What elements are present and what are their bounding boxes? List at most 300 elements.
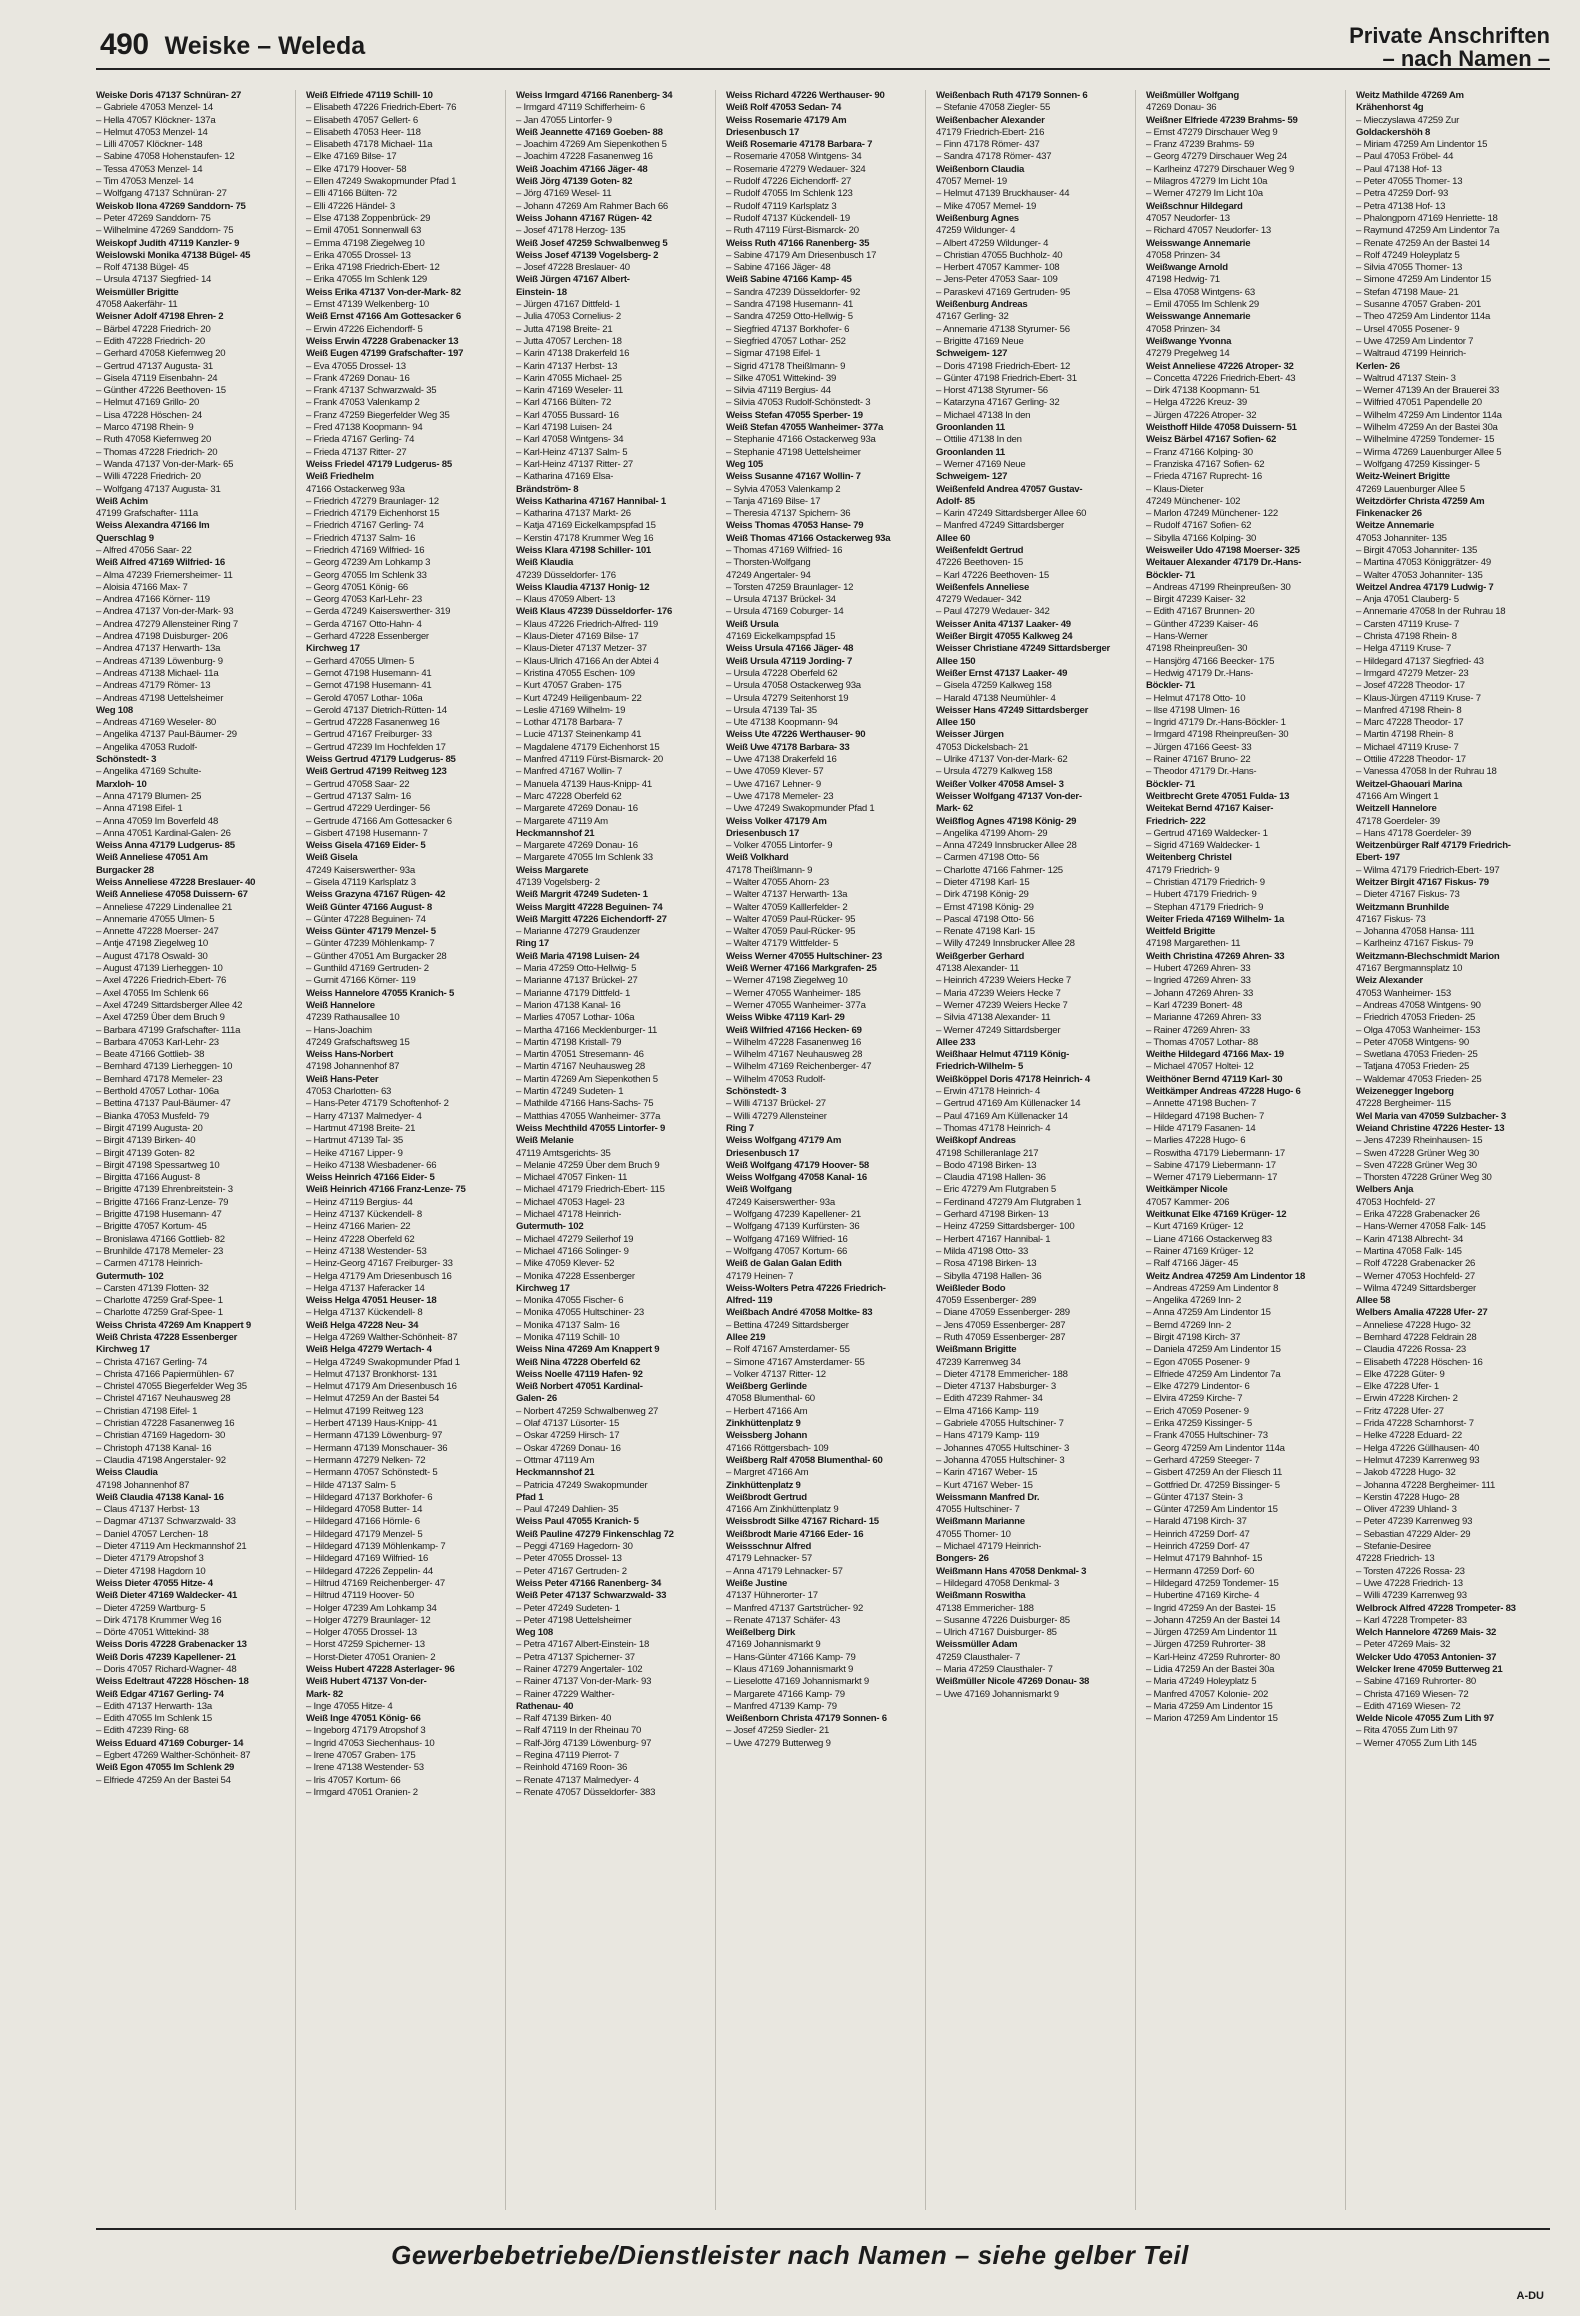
directory-entry: – Karl-Heinz 47259 Ruhrorter- 80 (1146, 1651, 1280, 1663)
directory-entry: – Manuela 47139 Haus-Knipp- 41 (516, 778, 652, 790)
directory-entry: Weiß Eugen 47199 Grafschafter- 197 (306, 348, 464, 360)
directory-entry: Weißbrodt Gertrud (726, 1491, 807, 1503)
directory-entry: – Hildegard 47137 Borkhofer- 6 (306, 1491, 433, 1503)
directory-entry: – Angelika 47053 Rudolf- (96, 741, 198, 753)
directory-entry: – Dörte 47051 Wittekind- 38 (96, 1627, 209, 1639)
directory-entry: – Ferdinand 47279 Am Flutgraben 1 (936, 1196, 1082, 1208)
directory-entry: – Fred 47138 Koopmann- 94 (306, 422, 423, 434)
directory-entry: – Karl 47198 Luisen- 24 (516, 422, 613, 434)
directory-entry: Weisswange Annemarie (1146, 311, 1251, 323)
directory-entry: – Helga 47119 Kruse- 7 (1356, 643, 1452, 655)
directory-entry: – Günter 47137 Stein- 3 (1146, 1491, 1243, 1503)
directory-entry: – Elke 47179 Hoover- 58 (306, 163, 407, 175)
directory-entry: Weißer Volker 47058 Amsel- 3 (936, 778, 1064, 790)
directory-entry: – Friedrich 47179 Eichenhorst 15 (306, 508, 440, 520)
directory-entry: – Willi 47239 Karrenweg 93 (1356, 1590, 1467, 1602)
directory-entry: – Martin 47249 Sudeten- 1 (516, 1086, 624, 1098)
directory-entry: – Gertrud 47167 Freiburger- 33 (306, 729, 432, 741)
footer-note: Gewerbebetriebe/Dienstleister nach Namen – siehe gelber Teil (391, 2240, 1189, 2270)
directory-entry: – Edith 47228 Friedrich- 20 (96, 335, 205, 347)
directory-entry: – Elli 47226 Händel- 3 (306, 200, 395, 212)
directory-entry: – Ilse 47198 Ulmen- 16 (1146, 704, 1240, 716)
directory-entry: – Birgit 47199 Augusta- 20 (96, 1122, 203, 1134)
directory-entry: Heckmannshof 21 (516, 1467, 595, 1479)
directory-entry: – Sandra 47239 Düsseldorfer- 92 (726, 286, 861, 298)
directory-entry: 47198 Johannenhof 87 (96, 1479, 190, 1491)
directory-entry: – Uwe 47169 Johannismarkt 9 (936, 1688, 1059, 1700)
directory-entry: – Paul 47279 Wedauer- 342 (936, 606, 1050, 618)
directory-entry: Weiß Heinrich 47166 Franz-Lenze- 75 (306, 1184, 466, 1196)
directory-entry: – Rolf 47138 Bügel- 45 (96, 262, 189, 274)
directory-entry: Weissschnur Alfred (726, 1541, 812, 1553)
directory-entry: Weiß Gertrud 47199 Reitweg 123 (306, 766, 447, 778)
directory-entry: – Georg 47239 Am Lohkamp 3 (306, 557, 431, 569)
directory-entry: Weißmüller Nicole 47269 Donau- 38 (936, 1676, 1090, 1688)
directory-entry: – Silvia 47053 Rudolf-Schönstedt- 3 (726, 397, 871, 409)
directory-entry: – Marlies 47057 Lothar- 106a (516, 1012, 635, 1024)
directory-entry: – Thomas 47178 Heinrich- 4 (936, 1122, 1051, 1134)
directory-entry: – Gerda 47167 Otto-Hahn- 4 (306, 618, 422, 630)
directory-entry: – Peter 47239 Karrenweg 93 (1356, 1516, 1473, 1528)
directory-entry: – Rita 47055 Zum Lith 97 (1356, 1725, 1458, 1737)
directory-entry: – Rainer 47269 Ahren- 33 (1146, 1024, 1250, 1036)
directory-entry: – Karin 47137 Herbst- 13 (516, 360, 618, 372)
directory-entry: – Birgit 47198 Spessartweg 10 (96, 1159, 220, 1171)
directory-entry: Weiss Paul 47055 Kranich- 5 (516, 1516, 639, 1528)
directory-entry: – Stephan 47179 Friedrich- 9 (1146, 901, 1264, 913)
directory-entry: – Waltrud 47137 Stein- 3 (1356, 372, 1456, 384)
directory-entry: – Frank 47053 Valenkamp 2 (306, 397, 420, 409)
directory-entry: Weiss Erika 47137 Von-der-Mark- 82 (306, 286, 461, 298)
section-subtitle: – nach Namen – (1382, 46, 1550, 72)
directory-entry: – Klaus 47226 Friedrich-Alfred- 119 (516, 618, 658, 630)
directory-entry: – Elli 47166 Bülten- 72 (306, 188, 397, 200)
directory-entry: – Jan 47055 Lintorfer- 9 (516, 114, 612, 126)
directory-entry: – Klaus-Dieter (1146, 483, 1204, 495)
directory-entry: – Renate 47137 Schäfer- 43 (726, 1614, 841, 1626)
directory-entry: – Manfred 47057 Kolonie- 202 (1146, 1688, 1269, 1700)
page-title: Weiske – Weleda (164, 32, 366, 60)
directory-entry: – August 47178 Oswald- 30 (96, 950, 208, 962)
directory-entry: – Karin 47138 Albrecht- 34 (1356, 1233, 1464, 1245)
directory-entry: – Christian 47055 Buchholz- 40 (936, 249, 1063, 261)
directory-entry: Weithöner Bernd 47119 Karl- 30 (1146, 1073, 1283, 1085)
directory-entry: – Erwin 47226 Eichendorff- 5 (306, 323, 423, 335)
directory-entry: – Werner 47053 Hochfeld- 27 (1356, 1270, 1475, 1282)
directory-entry: – Katarzyna 47167 Gerling- 32 (936, 397, 1060, 409)
directory-entry: – Barbara 47199 Grafschafter- 111a (96, 1024, 241, 1036)
directory-entry: – Christian 47198 Eifel- 1 (96, 1405, 198, 1417)
directory-entry: – Uwe 47228 Friedrich- 13 (1356, 1577, 1463, 1589)
directory-entry: Weiss Thomas 47053 Hanse- 79 (726, 520, 864, 532)
directory-entry: – Herbert 47167 Hannibal- 1 (936, 1233, 1051, 1245)
directory-entry: Weiss Katharina 47167 Hannibal- 1 (516, 495, 666, 507)
directory-entry: – Rudolf 47119 Karlsplatz 3 (726, 200, 837, 212)
directory-entry: – Thomas 47228 Friedrich- 20 (96, 446, 218, 458)
directory-entry: Weiss Wolfgang 47179 Am (726, 1135, 842, 1147)
directory-entry: 47259 Wildunger- 4 (936, 225, 1016, 237)
directory-entry: – Gunthild 47169 Gertruden- 2 (306, 963, 429, 975)
directory-entry: – Jutta 47198 Breite- 21 (516, 323, 613, 335)
directory-entry: – Hans-Peter 47179 Schoftenhof- 2 (306, 1098, 449, 1110)
directory-entry: Böckler- 71 (1146, 680, 1195, 692)
directory-entry: Weitfeld Brigitte (1146, 926, 1216, 938)
directory-entry: Bongers- 26 (936, 1553, 989, 1565)
directory-entry: – Jutta 47057 Lerchen- 18 (516, 335, 622, 347)
directory-entry: – Elfriede 47259 Am Lindentor 7a (1146, 1368, 1281, 1380)
directory-entry: Weiss Mechthild 47055 Lintorfer- 9 (516, 1122, 666, 1134)
directory-entry: Weiz Alexander (1356, 975, 1423, 987)
directory-entry: – Torsten 47259 Braunlager- 12 (726, 581, 854, 593)
directory-entry: 47057 Memel- 19 (936, 176, 1007, 188)
directory-entry: – Ursula 47279 Kalkweg 158 (936, 766, 1053, 778)
directory-entry: – Ursel 47055 Posener- 9 (1356, 323, 1460, 335)
directory-entry: – Siegfried 47057 Lothar- 252 (726, 335, 846, 347)
directory-entry: – Ulrike 47137 Von-der-Mark- 62 (936, 754, 1068, 766)
directory-entry: Krähenhorst 4g (1356, 102, 1424, 114)
directory-entry: – Herbert 47166 Am (726, 1405, 808, 1417)
directory-entry: – Erika 47198 Friedrich-Ebert- 12 (306, 262, 440, 274)
directory-entry: – Hubert 47179 Friedrich- 9 (1146, 889, 1257, 901)
directory-entry: – Heinz 47259 Sittardsberger- 100 (936, 1221, 1075, 1233)
directory-entry: 47166 Am Wingert 1 (1356, 790, 1439, 802)
directory-entry: – Anneliese 47228 Hugo- 32 (1356, 1319, 1471, 1331)
directory-entry: Weisthoff Hilde 47058 Duissern- 51 (1146, 422, 1297, 434)
directory-entry: – Gertrud 47239 Im Hochfelden 17 (306, 741, 446, 753)
directory-entry: Kirchweg 17 (516, 1282, 570, 1294)
directory-entry: – Ingrid 47259 An der Bastei- 15 (1146, 1602, 1276, 1614)
directory-entry: – Sabine 47169 Ruhrorter- 80 (1356, 1676, 1476, 1688)
directory-entry: Friedrich-Wilhelm- 5 (936, 1061, 1024, 1073)
directory-entry: – Friedrich 47053 Frieden- 25 (1356, 1012, 1476, 1024)
directory-entry: Weißenbach Ruth 47179 Sonnen- 6 (936, 90, 1088, 101)
directory-entry: – Johanna 47055 Hultschiner- 3 (936, 1454, 1065, 1466)
directory-entry: – Karin 47167 Weber- 15 (936, 1467, 1038, 1479)
directory-entry: – Gabriele 47053 Menzel- 14 (96, 102, 213, 114)
directory-entry: – Daniela 47259 Am Lindentor 15 (1146, 1344, 1281, 1356)
directory-entry: – Claudia 47198 Angerstaler- 92 (96, 1454, 226, 1466)
directory-entry: – Mieczyslawa 47259 Zur (1356, 114, 1460, 126)
directory-entry: – Christel 47055 Biegerfelder Weg 35 (96, 1381, 247, 1393)
directory-entry: – Dieter 47119 Am Heckmannshof 21 (96, 1541, 247, 1553)
directory-entry: – Sandra 47259 Otto-Hellwig- 5 (726, 311, 853, 323)
directory-entry: – Hansjörg 47166 Beecker- 175 (1146, 655, 1275, 667)
directory-entry: – Andreas 47199 Rheinpreußen- 30 (1146, 581, 1291, 593)
directory-entry: – Egon 47055 Posener- 9 (1146, 1356, 1250, 1368)
directory-entry: 47167 Fiskus- 73 (1356, 913, 1426, 925)
directory-entry: 47228 Bergheimer- 115 (1356, 1098, 1451, 1110)
directory-entry: Weiß Ursula 47119 Jording- 7 (726, 655, 853, 667)
directory-entry: – Helga 47226 Güllhausen- 40 (1356, 1442, 1480, 1454)
directory-entry: – Rosemarie 47058 Wintgens- 34 (726, 151, 862, 163)
directory-entry: – Torsten 47226 Rossa- 23 (1356, 1565, 1465, 1577)
directory-entry: Weiss Wolfgang 47058 Kanal- 16 (726, 1172, 867, 1184)
directory-entry: – Sven 47228 Grüner Weg 30 (1356, 1159, 1477, 1171)
directory-entry: – Klaus 47169 Johannismarkt 9 (726, 1664, 854, 1675)
directory-entry: – Erwin 47228 Kirchen- 2 (1356, 1393, 1458, 1405)
directory-entry: 47167 Gerling- 32 (936, 311, 1009, 323)
directory-entry: – Dieter 47178 Emmericher- 188 (936, 1368, 1068, 1380)
directory-entry: Weith Christina 47269 Ahren- 33 (1146, 950, 1285, 962)
directory-entry: – Frank 47055 Hultschiner- 73 (1146, 1430, 1268, 1442)
directory-entry: 47249 Münchener- 102 (1146, 495, 1241, 507)
directory-entry: Weiss Gisela 47169 Eider- 5 (306, 840, 426, 852)
directory-entry: Weitz Andrea 47259 Am Lindentor 18 (1146, 1270, 1306, 1282)
directory-entry: – Heinz 47119 Bergius- 44 (306, 1196, 413, 1208)
directory-entry: – Peter 47055 Drossel- 13 (516, 1553, 622, 1565)
directory-entry: Weiß Hubert 47137 Von-der- (306, 1676, 427, 1688)
directory-entry: Weitzel-Ghaouari Marina (1356, 778, 1463, 790)
directory-entry: Weißmann Hans 47058 Denkmal- 3 (936, 1565, 1087, 1577)
directory-entry: – Maria 47249 Holeyplatz 5 (1146, 1676, 1257, 1688)
directory-entry: – Carsten 47139 Flotten- 32 (96, 1282, 209, 1294)
directory-entry: Weiß Günter 47166 August- 8 (306, 901, 432, 913)
directory-entry: – Theo 47259 Am Lindentor 114a (1356, 311, 1491, 323)
directory-entry: – Michael 47138 In den (936, 409, 1031, 421)
directory-entry: – Charlotte 47166 Fahrner- 125 (936, 864, 1063, 876)
directory-entry: Weiss Nina 47269 Am Knappert 9 (516, 1344, 660, 1356)
directory-entry: – Gisela 47259 Kalkweg 158 (936, 680, 1052, 692)
directory-entry: – Helmut 47259 An der Bastei 54 (306, 1393, 440, 1405)
directory-entry: – Walter 47059 Paul-Rücker- 95 (726, 926, 856, 938)
directory-entry: Weiss Eduard 47169 Coburger- 14 (96, 1737, 244, 1749)
side-watermark (34, 180, 74, 940)
directory-entry: – Annemarie 47058 In der Ruhrau 18 (1356, 606, 1506, 618)
directory-entry: – Horst 47138 Styrumer- 56 (936, 385, 1048, 397)
directory-entry: – Anna 47059 Im Boverfeld 48 (96, 815, 219, 827)
directory-entry: – Wilfried 47051 Papendelle 20 (1356, 397, 1482, 409)
directory-entry: – Sebastian 47229 Alder- 29 (1356, 1528, 1471, 1540)
directory-entry: 47169 Johannismarkt 9 (726, 1639, 821, 1651)
directory-entry: – Ruth 47059 Essenberger- 287 (936, 1331, 1066, 1343)
directory-entry: Weitze Annemarie (1356, 520, 1435, 532)
directory-entry: – Herbert 47057 Kammer- 108 (936, 262, 1060, 274)
directory-entry: – Uwe 47259 Am Lindentor 7 (1356, 335, 1474, 347)
directory-entry: – Dirk 47138 Koopmann- 51 (1146, 385, 1260, 397)
directory-entry: – Herbert 47139 Haus-Knipp- 41 (306, 1418, 438, 1430)
directory-entry: – Gerold 47057 Lothar- 106a (306, 692, 423, 704)
directory-entry: – Ingrid 47179 Dr.-Hans-Böckler- 1 (1146, 717, 1286, 729)
directory-entry: Weiss-Wolters Petra 47226 Friedrich- (726, 1282, 886, 1294)
directory-entry: – Georg 47259 Am Lindentor 114a (1146, 1442, 1285, 1454)
directory-entry: Weiß Margitt 47226 Eichendorff- 27 (516, 913, 667, 925)
directory-entry: Weiss Günter 47179 Menzel- 5 (306, 926, 436, 938)
directory-entry: 47179 Heinen- 7 (726, 1270, 794, 1282)
directory-entry: – Josef 47259 Siedler- 21 (726, 1725, 830, 1737)
directory-entry: – Margarete 47269 Donau- 16 (516, 840, 638, 852)
directory-entry: Weiss Richard 47226 Werthauser- 90 (726, 90, 885, 101)
directory-entry: – Heinrich 47259 Dorf- 47 (1146, 1528, 1250, 1540)
directory-entry: – Sandra 47178 Römer- 437 (936, 151, 1052, 163)
directory-entry: Weiß Alfred 47169 Wilfried- 16 (96, 557, 225, 569)
directory-entry: – Birgit 47053 Johanniter- 135 (1356, 544, 1478, 556)
directory-entry: Weiss Susanne 47167 Wollin- 7 (726, 471, 861, 483)
directory-entry: Weitkämper Andreas 47228 Hugo- 6 (1146, 1086, 1301, 1098)
directory-entry: – Emma 47198 Ziegelweg 10 (306, 237, 425, 249)
directory-entry: – Walter 47137 Herwarth- 13a (726, 889, 848, 901)
directory-entry: Heckmannshof 21 (516, 827, 595, 839)
directory-entry: – Sibylla 47198 Hallen- 36 (936, 1270, 1042, 1282)
directory-entry: 47178 Theißlmann- 9 (726, 864, 813, 876)
directory-entry: – Jens-Peter 47053 Saar- 109 (936, 274, 1058, 286)
directory-entry: – Hermann 47057 Schönstedt- 5 (306, 1467, 438, 1479)
directory-entry: – Hildegard 47198 Buchen- 7 (1146, 1110, 1265, 1122)
directory-entry: – Paul 47169 Am Küllenacker 14 (936, 1110, 1068, 1122)
directory-entry: – Jörg 47169 Wesel- 11 (516, 188, 612, 200)
directory-entry: – Ursula 47169 Coburger- 14 (726, 606, 844, 618)
directory-entry: 47198 Schilleranlage 217 (936, 1147, 1039, 1159)
directory-entry: – Martha 47166 Mecklenburger- 11 (516, 1024, 658, 1036)
directory-entry: – Edith 47055 Im Schlenk 15 (96, 1713, 212, 1725)
directory-entry: – Günther 47226 Beethoven- 15 (96, 385, 226, 397)
directory-entry: Weiss Ute 47226 Werthauser- 90 (726, 729, 866, 741)
directory-entry: – Uwe 47167 Lehner- 9 (726, 778, 822, 790)
directory-entry: – Karin 47169 Weseler- 11 (516, 385, 623, 397)
directory-entry: – Harry 47137 Malmedyer- 4 (306, 1110, 422, 1122)
directory-entry: – Ursula 47279 Seitenhorst 19 (726, 692, 849, 704)
directory-entry: – Angelika 47169 Schulte- (96, 766, 202, 778)
directory-entry: Weiss Margarete (516, 864, 589, 876)
directory-entry: – Günther 47239 Kaiser- 46 (1146, 618, 1258, 630)
directory-entry: – Werner 47279 Im Licht 10a (1146, 188, 1263, 200)
directory-entry: 47239 Rathausallee 10 (306, 1012, 400, 1024)
directory-entry: – Elisabeth 47053 Heer- 118 (306, 126, 421, 138)
directory-entry: – Stefanie 47058 Ziegler- 55 (936, 102, 1051, 114)
directory-entry: – Marc 47228 Theodor- 17 (1356, 717, 1464, 729)
directory-entry: Pfad 1 (516, 1491, 544, 1503)
directory-entry: Weisser Christiane 47249 Sittardsberger (936, 643, 1111, 655)
directory-entry: – Richard 47057 Neudorfer- 13 (1146, 225, 1272, 237)
directory-entry: – Wolfgang 47239 Kapellener- 21 (726, 1209, 862, 1221)
directory-entry: – Lieselotte 47169 Johannismarkt 9 (726, 1676, 869, 1688)
directory-entry: – Ingried 47269 Ahren- 33 (1146, 975, 1251, 987)
directory-entry: Weg 105 (726, 458, 763, 470)
directory-entry: – Waldemar 47053 Frieden- 25 (1356, 1073, 1482, 1085)
directory-entry: – Renate 47137 Malmedyer- 4 (516, 1774, 639, 1786)
directory-entry: – Milda 47198 Otto- 33 (936, 1245, 1029, 1257)
directory-entry: – Hans 47178 Goerdeler- 39 (1356, 827, 1472, 839)
directory-entry: – Peter 47269 Mais- 32 (1356, 1639, 1451, 1651)
directory-entry: – Hermann 47279 Nelken- 72 (306, 1454, 426, 1466)
directory-entry: – Gisela 47119 Eisenbahn- 24 (96, 372, 218, 384)
directory-entry: – Melanie 47259 Über dem Bruch 9 (516, 1159, 660, 1171)
directory-entry: – Michael 47057 Holtei- 12 (1146, 1061, 1254, 1073)
directory-entry: Welcker Udo 47053 Antonien- 37 (1356, 1651, 1497, 1663)
directory-entry: Weiss Alexandra 47166 Im (96, 520, 210, 532)
directory-entry: – Wirma 47269 Lauenburger Allee 5 (1356, 446, 1502, 458)
directory-entry: – Werner 47055 Wanheimer- 185 (726, 987, 861, 999)
directory-entry: – Hans-Werner 47058 Falk- 145 (1356, 1221, 1486, 1233)
directory-entry: – Helmut 47179 Bahnhof- 15 (1146, 1553, 1263, 1565)
directory-entry: Weiss Werner 47055 Hultschiner- 23 (726, 950, 882, 962)
directory-entry: Adolf- 85 (936, 495, 975, 507)
directory-entry: – Irene 47138 Westender- 53 (306, 1762, 424, 1774)
directory-entry: Weiß Pauline 47279 Finkenschlag 72 (516, 1528, 674, 1540)
directory-entry: – Martin 47051 Stresemann- 46 (516, 1049, 644, 1061)
directory-entry: – Ralf-Jörg 47139 Löwenburg- 97 (516, 1737, 652, 1749)
directory-entry: Schönstedt- 3 (726, 1086, 787, 1098)
directory-entry: – Willy 47249 Innsbrucker Allee 28 (936, 938, 1075, 950)
directory-entry: – Uwe 47178 Memeler- 23 (726, 790, 834, 802)
directory-entry: – Gisela 47119 Karlsplatz 3 (306, 877, 416, 888)
directory-entry: – Gerda 47249 Kaiserswerther- 319 (306, 606, 451, 618)
directory-entry: – Brigitte 47166 Franz-Lenze- 79 (96, 1196, 229, 1208)
directory-entry: Driesenbusch 17 (726, 126, 800, 138)
directory-entry: – Peter 47249 Sudeten- 1 (516, 1602, 620, 1614)
directory-entry: – Lidia 47259 An der Bastei 30a (1146, 1664, 1275, 1675)
directory-entry: Weiß Jeannette 47169 Goeben- 88 (516, 126, 663, 138)
directory-entry: – Marion 47138 Kanal- 16 (516, 999, 621, 1011)
directory-entry: Weitenberg Christel (1146, 852, 1232, 864)
directory-entry: – Volker 47137 Ritter- 12 (726, 1368, 826, 1380)
directory-entry: – Uwe 47138 Drakerfeld 16 (726, 754, 837, 766)
directory-entry: – Helmut 47053 Menzel- 14 (96, 126, 208, 138)
directory-entry: – Franz 47259 Biegerfelder Weg 35 (306, 409, 450, 421)
directory-entry: – Rolf 47249 Holeyplatz 5 (1356, 249, 1460, 261)
directory-entry: – Jens 47059 Essenberger- 287 (936, 1319, 1066, 1331)
directory-entry: – Katharina 47169 Elsa- (516, 471, 614, 483)
directory-entry: Weiss Claudia (96, 1467, 158, 1479)
directory-entry: – Gertrud 47229 Uerdinger- 56 (306, 803, 430, 815)
directory-entry: – Irmgard 47198 Rheinpreußen- 30 (1146, 729, 1289, 741)
directory-entry: – Petra 47259 Dorf- 93 (1356, 188, 1449, 200)
directory-entry: – Günter 47239 Möhlenkamp- 7 (306, 938, 435, 950)
directory-entry: – Sandra 47198 Husemann- 41 (726, 299, 854, 311)
directory-column (516, 90, 716, 2210)
directory-entry: 47259 Clausthaler- 7 (936, 1651, 1021, 1663)
directory-entry: – Rolf 47167 Amsterdamer- 55 (726, 1344, 850, 1356)
directory-entry: – Jürgen 47259 Ruhrorter- 38 (1146, 1639, 1266, 1651)
directory-entry: 47057 Neudorfer- 13 (1146, 212, 1230, 224)
directory-entry: – Martina 47053 Königgrätzer- 49 (1356, 557, 1491, 569)
directory-entry: 47167 Bergmannsplatz 10 (1356, 963, 1463, 975)
directory-entry: – Doris 47198 Friedrich-Ebert- 12 (936, 360, 1071, 372)
directory-entry: – Gertrud 47137 Augusta- 31 (96, 360, 213, 372)
directory-entry: Brändström- 8 (516, 483, 579, 495)
directory-entry: – Bärbel 47228 Friedrich- 20 (96, 323, 211, 335)
directory-entry: Weiss Noelle 47119 Hafen- 92 (516, 1368, 643, 1380)
directory-entry: – Dieter 47198 Hagdorn 10 (96, 1565, 206, 1577)
directory-entry: – Christoph 47138 Kanal- 16 (96, 1442, 212, 1454)
directory-entry: Weiss Christa 47269 Am Knappert 9 (96, 1319, 251, 1331)
directory-entry: 47057 Kammer- 206 (1146, 1196, 1230, 1208)
directory-entry: Galen- 26 (516, 1393, 557, 1405)
directory-entry: – Ellen 47249 Swakopmunder Pfad 1 (306, 176, 457, 188)
directory-entry: – Ursula 47058 Ostackerweg 93a (726, 680, 861, 692)
directory-entry: – Elke 47228 Ufer- 1 (1356, 1381, 1439, 1393)
directory-entry: – Thorsten 47228 Grüner Weg 30 (1356, 1172, 1492, 1184)
directory-entry: Weiß Dieter 47169 Waldecker- 41 (96, 1590, 238, 1602)
directory-entry: – Patricia 47249 Swakopmunder (516, 1479, 648, 1491)
directory-entry: Weiß Josef 47259 Schwalbenweg 5 (516, 237, 668, 249)
directory-entry: – Angelika 47137 Paul-Bäumer- 29 (96, 729, 237, 741)
directory-entry: – Elisabeth 47226 Friedrich-Ebert- 76 (306, 102, 457, 114)
directory-entry: – Frank 47137 Schwarzwald- 35 (306, 385, 437, 397)
directory-entry: – Hermann 47259 Dorf- 60 (1146, 1565, 1255, 1577)
directory-entry: Weg 108 (516, 1627, 553, 1639)
directory-entry: – Michael 47179 Heinrich- (936, 1541, 1042, 1553)
directory-entry: – Axel 47226 Friedrich-Ebert- 76 (96, 975, 227, 987)
directory-entry: Weißenfels Anneliese (936, 581, 1030, 593)
directory-entry: – Liane 47166 Ostackerweg 83 (1146, 1233, 1272, 1245)
directory-entry: Groonlanden 11 (936, 422, 1006, 434)
directory-entry: – Helga 47269 Walther-Schönheit- 87 (306, 1331, 458, 1343)
directory-entry: – Manfred 47119 Fürst-Bismarck- 20 (516, 754, 664, 766)
directory-entry: Allee 58 (1356, 1295, 1391, 1307)
directory-entry: – Helmut 47179 Am Driesenbusch 16 (306, 1381, 457, 1393)
directory-entry: Weißenfeldt Gertrud (936, 544, 1024, 556)
directory-entry: Gutermuth- 102 (96, 1270, 164, 1282)
